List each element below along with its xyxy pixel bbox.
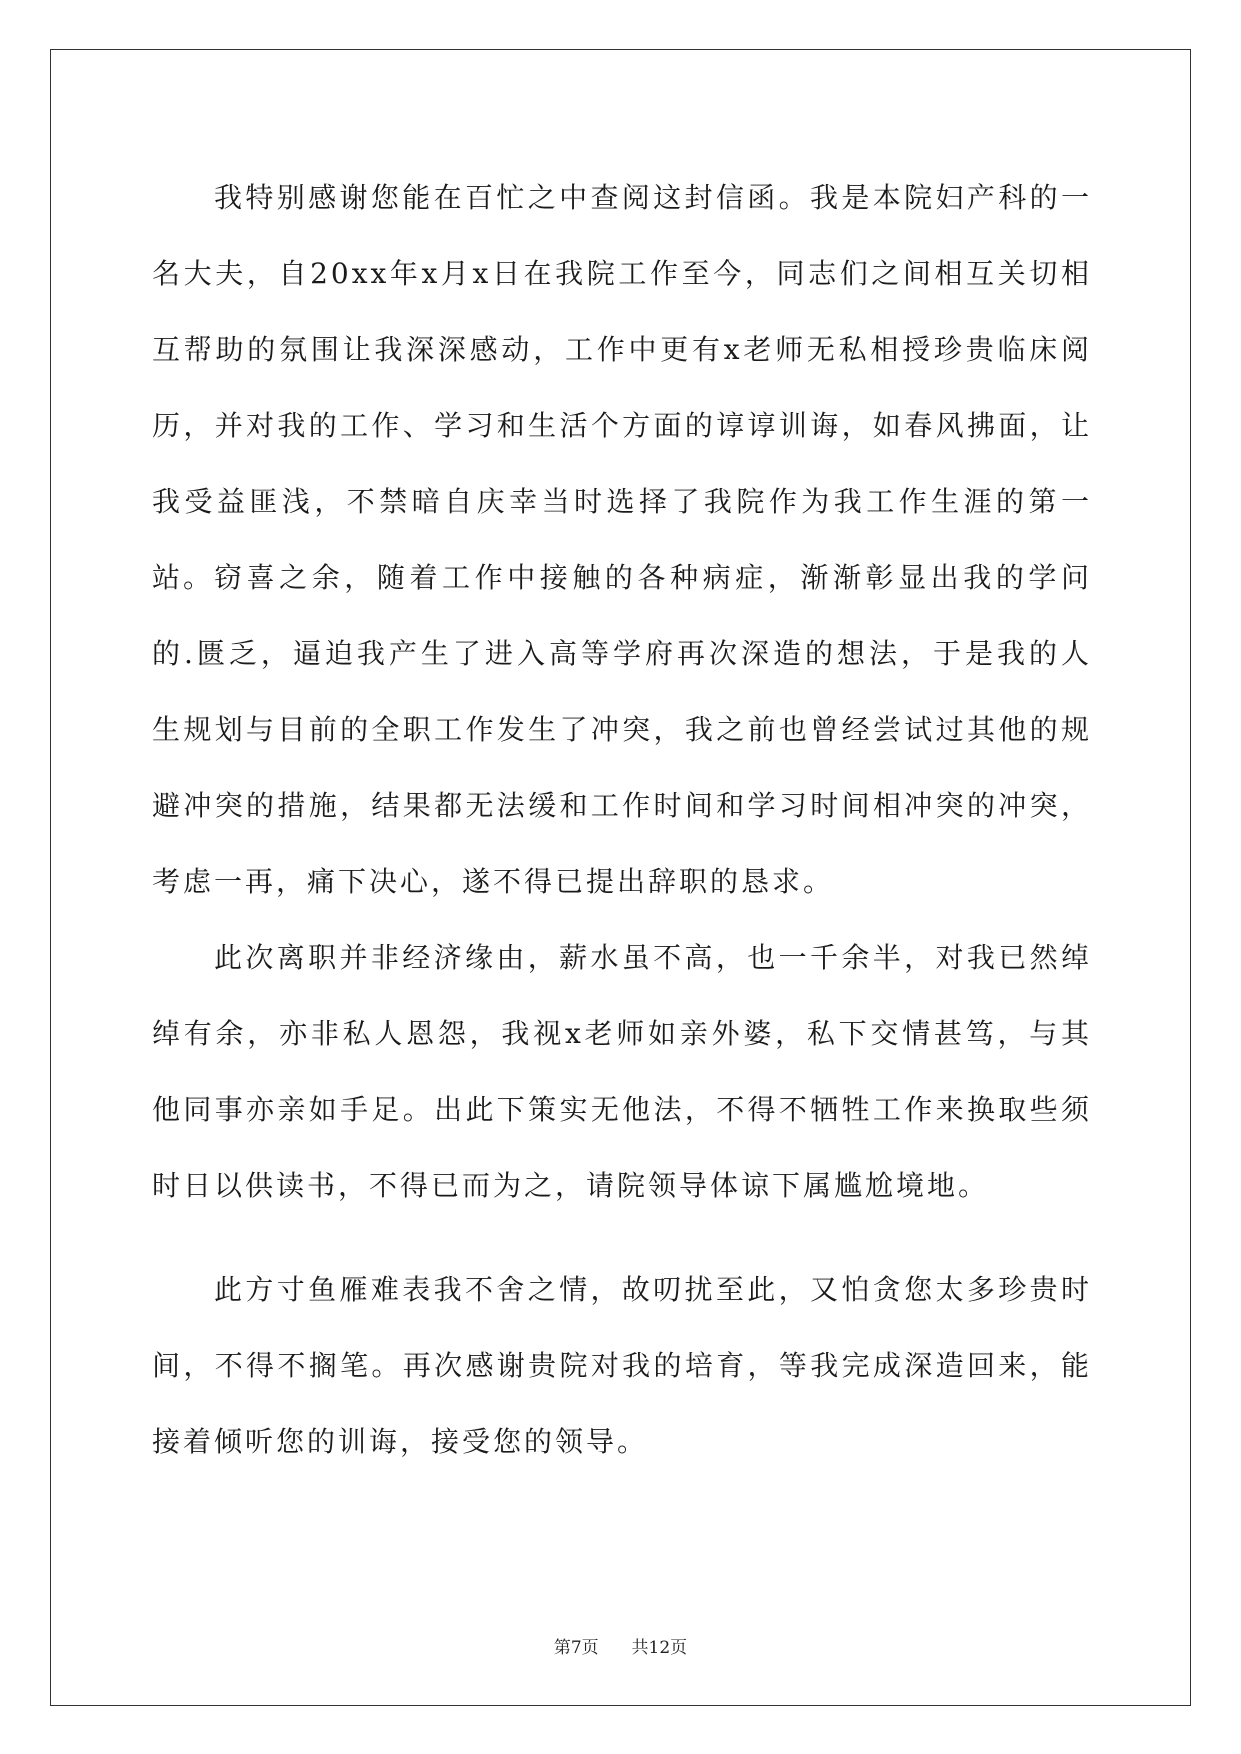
- page-footer: [0, 1633, 1241, 1658]
- paragraph: 此方寸鱼雁难表我不舍之情，故叨扰至此，又怕贪您太多珍贵时间，不得不搁笔。再次感谢贵院对我的培育，等我完成深造回来，能接着倾听您的训诲，接受您的领导。: [152, 1273, 1092, 1458]
- paragraph: 此次离职并非经济缘由，薪水虽不高，也一千余半，对我已然绰绰有余，亦非私人恩怨，我视x老师如亲外婆，私下交情甚笃，与其他同事亦亲如手足。出此下策实无他法，不得不牺牲工作来换取些须时日以供读书，不得已而为之，请院领导体谅下属尴尬境地。: [152, 941, 1092, 1202]
- paragraph: 窃喜之余，随着工作中接触的各种病症，渐渐彰显出我的学问的.匮乏，逼迫我产生了进入高等学府再次深造的想法，于是我的人生规划与目前的全职工作发生了冲突，我之前也曾经尝试过其他的规避冲突的措施，结果都无法缓和工作时间和学习时间相冲突的冲突，考虑一再，痛下决心，遂不得已提出辞职的恳求。: [152, 561, 1092, 898]
- document-body: [152, 160, 1092, 1480]
- paragraph: 我特别感谢您能在百忙之中查阅这封信函。我是本院妇产科的一名大夫，自20xx年x月x日在我院工作至今，同志们之间相互关切相互帮助的氛围让我深深感动，工作中更有x老师无私相授珍贵临床阅历，并对我的工作、学习和生活个方面的谆谆训诲，如春风拂面，让我受益匪浅，不禁暗自庆幸当时选择了我院作为我工作生涯的第一站。: [152, 181, 1092, 594]
- current-page-number: 第7页: [553, 1638, 599, 1658]
- total-page-count: 共12页: [631, 1638, 688, 1658]
